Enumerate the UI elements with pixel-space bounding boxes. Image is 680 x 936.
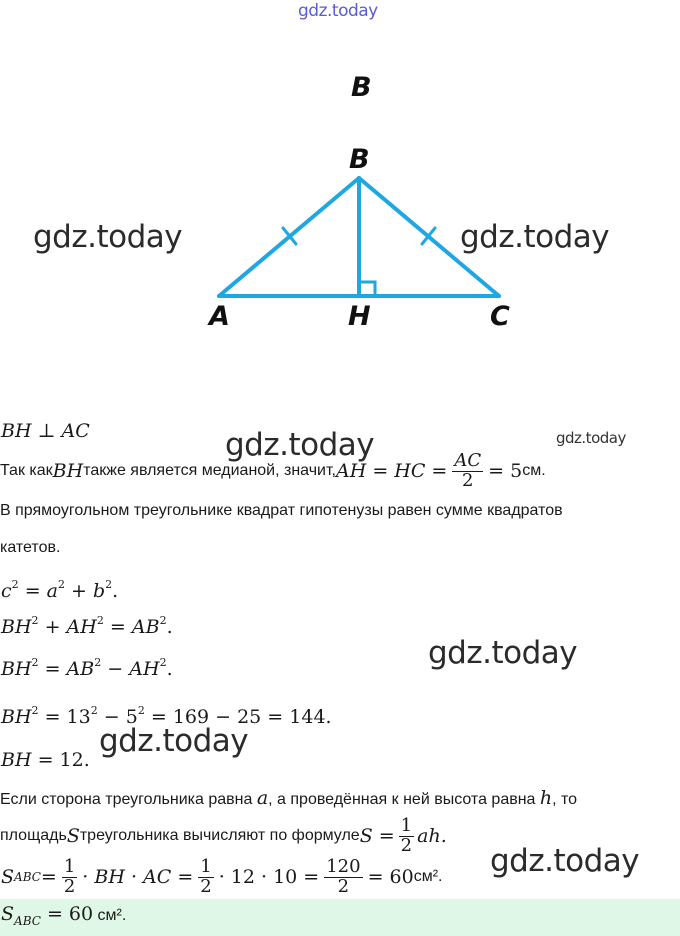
watermark-right: gdz.today: [460, 219, 610, 255]
eq-pythagoras: $c^2 = a^2 + b^2$.: [1, 578, 119, 602]
answer-text: $S_{ABC} = 60$ см².: [1, 903, 127, 928]
area-sentence: Если сторона треугольника равна a, а проведённая к ней высота равна h, то: [0, 787, 578, 809]
eq-bh-sum: $BH^2 + AH^2 = AB^2$.: [1, 614, 173, 638]
watermark-lower-left: gdz.today: [99, 723, 249, 759]
eq-bh-value: $BH^2 = 13^2 - 5^2 = 169 - 25 = 144$.: [1, 704, 332, 728]
label-c: C: [490, 301, 510, 332]
answer-box: [0, 899, 680, 936]
watermark-top: gdz.today: [298, 1, 378, 21]
watermark-small: gdz.today: [556, 429, 626, 447]
area-formula-sentence: площадь S треугольника вычисляют по формуле S = $\frac{1}{2}$ ah.: [0, 814, 447, 856]
median-sentence: Так как BH также является медианой, значит, AH = HC = $\frac{AC}{2}$ = 5 см.: [0, 449, 546, 491]
watermark-left: gdz.today: [33, 219, 183, 255]
pythagoras-sentence: В прямоугольном треугольнике квадрат гипотенузы равен сумме квадратов: [0, 502, 563, 519]
pythagoras-sentence-end: катетов.: [0, 539, 61, 556]
eq-bh-perp-ac: BH ⊥ AC: [1, 420, 90, 442]
watermark-bottom-right: gdz.today: [490, 843, 640, 879]
label-h: H: [348, 301, 371, 332]
watermark-center: gdz.today: [225, 427, 375, 463]
right-angle-mark: [361, 282, 375, 296]
eq-bh-diff: $BH^2 = AB^2 - AH^2$.: [1, 656, 173, 680]
label-b: B: [349, 144, 370, 175]
label-a: A: [209, 301, 230, 332]
figure-caption: B: [351, 72, 372, 103]
eq-area-computation: S ABC = $\frac{1}{2}$ · BH · AC = $\frac{1}{2}$ · 12 · 10 = $\frac{120}{2}$ = 60 см².: [1, 855, 443, 897]
triangle-lines: [219, 178, 499, 296]
watermark-mid-right: gdz.today: [428, 635, 578, 671]
eq-bh-result: BH = 12.: [1, 749, 90, 771]
